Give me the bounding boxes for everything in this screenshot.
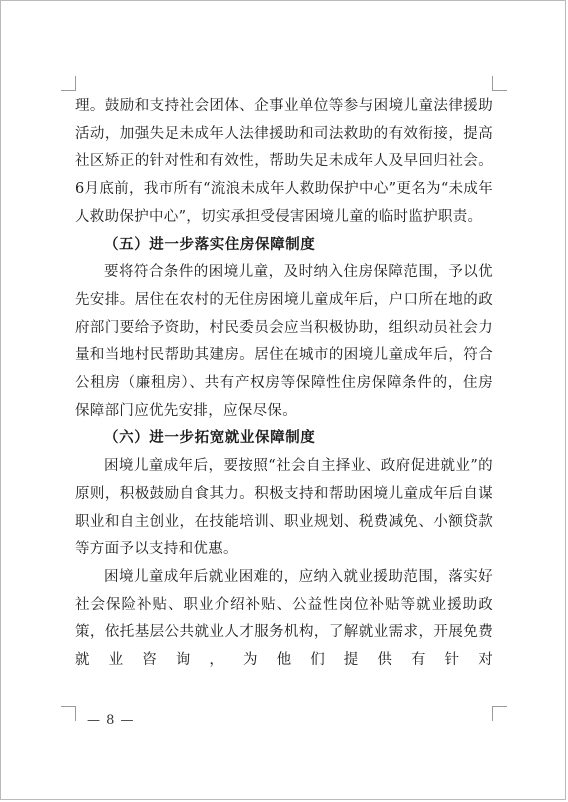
section-heading: （六）进一步拓宽就业保障制度 [104, 430, 316, 447]
body-paragraph: 要将符合条件的困境儿童，及时纳入住房保障范围，予以优先安排。居住在农村的无住房困境儿童成年后，户口所在地的政府部门要给予资助，村民委员会应当积极协助，组织动员社会力量和当地村民帮助其建房。居住在城市的困境儿童成年后，符合公租房（廉租房）、共有产权房等保障性住房保障条件的，住房保障部门应优先安排，应保尽保。 [75, 264, 493, 419]
crop-mark-bottom-left [61, 706, 76, 721]
body-paragraph: 理。鼓励和支持社会团体、企事业单位等参与困境儿童法律援助活动，加强失足未成年人法律援助和司法救助的有效衔接，提高社区矫正的针对性和有效性，帮助失足未成年人及早回归社会。6月底前，我市所有“流浪未成年人救助保护中心”更名为“未成年人救助保护中心”，切实承担受侵害困境儿童的临时监护职责。 [75, 98, 493, 225]
crop-mark-top-right [492, 76, 507, 91]
body-paragraph: 困境儿童成年后就业困难的，应纳入就业援助范围，落实好社会保险补贴、职业介绍补贴、公益性岗位补贴等就业援助政策，依托基层公共就业人才服务机构，了解就业需求，开展免费就业咨询，为他们提供有针对 [75, 568, 493, 669]
section-heading: （五）进一步落实住房保障制度 [104, 236, 316, 253]
body-paragraph: 困境儿童成年后，要按照“社会自主择业、政府促进就业”的原则，积极鼓励自食其力。积极支持和帮助困境儿童成年后自谋职业和自主创业，在技能培训、职业规划、税费减免、小额贷款等方面予以支持和优惠。 [75, 458, 493, 558]
crop-mark-top-left [61, 76, 76, 91]
crop-mark-bottom-right [492, 706, 507, 721]
page-number: — 8 — [87, 713, 135, 728]
document-body [75, 93, 493, 675]
